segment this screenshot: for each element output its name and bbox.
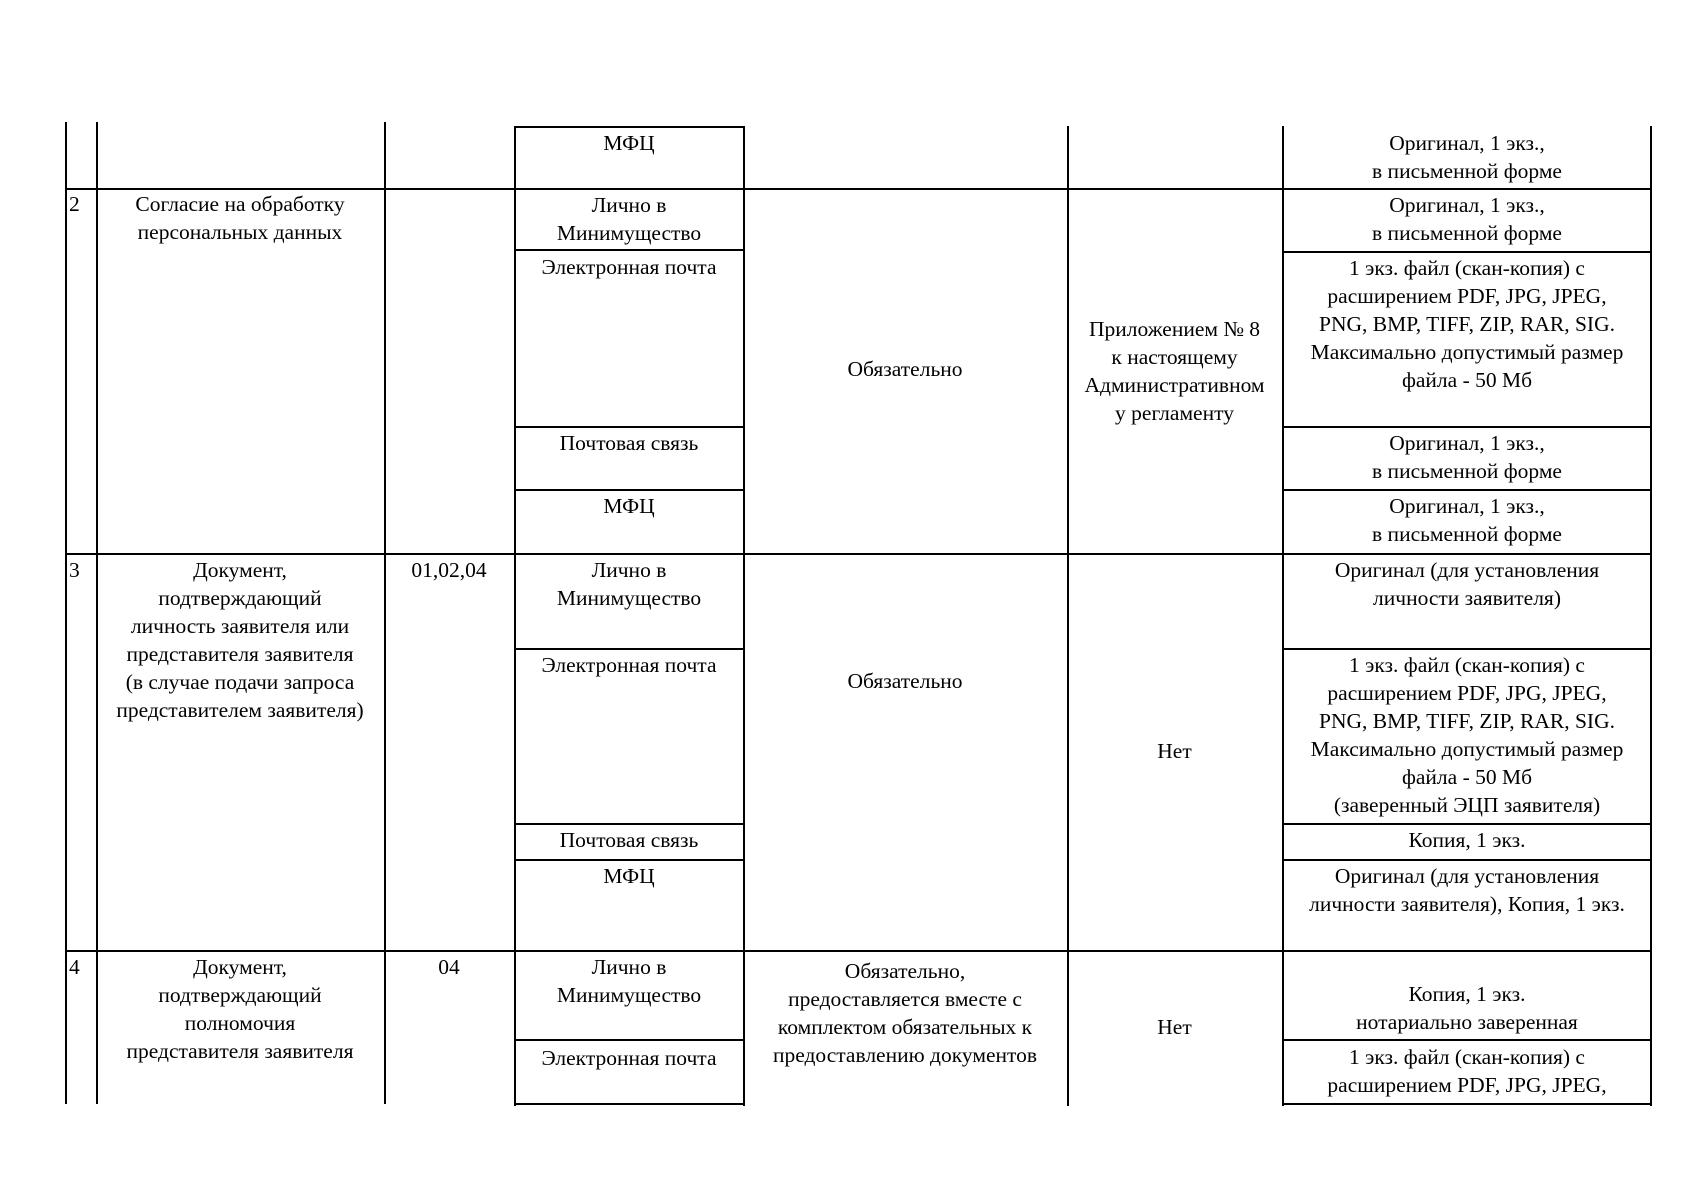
cell-text-line: Документ, — [193, 558, 287, 582]
cell-text-line: Оригинал, 1 экз., — [1389, 431, 1545, 455]
table-border — [514, 1039, 744, 1041]
cell-text-line: представителем заявителя) — [116, 698, 364, 722]
cell-text-line: у регламенту — [1115, 401, 1234, 425]
table-border — [514, 823, 744, 825]
cell-text-line: Оригинал (для установления — [1334, 864, 1600, 888]
cell-text-line: личности заявителя), Копия, 1 экз. — [1309, 892, 1625, 916]
cell-text-line: Согласие на обработку — [135, 192, 345, 216]
cell-text-line: (в случае подачи запроса — [125, 670, 355, 694]
cell-text-line: файла - 50 Мб — [1401, 368, 1533, 392]
cell-text-line: Оригинал, 1 экз., — [1389, 193, 1545, 217]
cell-text-line: в письменной форме — [1372, 221, 1562, 245]
table-border — [514, 249, 744, 251]
table-border — [514, 1103, 744, 1105]
cell-text-line: в письменной форме — [1372, 159, 1562, 183]
cell-text-line: комплектом обязательных к — [777, 1015, 1033, 1039]
required-cell: Обязательно — [847, 669, 963, 693]
row-number: 2 — [69, 192, 80, 216]
cell-text-line: Максимально допустимый размер — [1310, 737, 1624, 761]
cell-text-line: полномочия — [184, 1011, 296, 1035]
cell-text-line: личности заявителя) — [1373, 586, 1561, 610]
table-border — [1282, 1039, 1652, 1041]
cell-text-line: Приложением № 8 — [1088, 317, 1260, 341]
table-border — [65, 950, 1652, 952]
cell-text-line: 1 экз. файл (скан-копия) с — [1349, 256, 1585, 280]
cell-text-line: файла - 50 Мб — [1401, 765, 1533, 789]
cell-text-line: Минимущество — [556, 221, 702, 245]
cell-text-line: Электронная почта — [541, 255, 717, 279]
cell-text-line: Оригинал (для установления — [1334, 558, 1600, 582]
cell-text-line: Лично в — [591, 955, 667, 979]
cell-text-line: в письменной форме — [1372, 522, 1562, 546]
table-border — [1282, 823, 1652, 825]
cell-text-line: Административном — [1084, 373, 1265, 397]
cell-text-line: Копия, 1 экз. — [1408, 828, 1526, 852]
row-number: 4 — [69, 955, 80, 979]
cell-text-line: в письменной форме — [1372, 459, 1562, 483]
cell-text-line: Минимущество — [556, 586, 702, 610]
cell-text-line: персональных данных — [137, 220, 343, 244]
cell-text-line: Обязательно, — [844, 959, 966, 983]
required-cell: Обязательно — [847, 357, 963, 381]
table-border — [1282, 489, 1652, 491]
cell-text-line: Лично в — [591, 558, 667, 582]
cell-text-line: предоставлению документов — [772, 1043, 1038, 1067]
cell-text-line: Почтовая связь — [559, 828, 699, 852]
table-border — [1282, 251, 1652, 253]
cell-text-line: расширением PDF, JPG, JPEG, — [1327, 284, 1607, 308]
cell-text-line: МФЦ — [603, 494, 655, 518]
cell-text-line: подтверждающий — [158, 586, 322, 610]
table-border — [1282, 426, 1652, 428]
channel-label: МФЦ — [603, 131, 655, 155]
cell-text-line: нотариально заверенная — [1356, 1010, 1578, 1034]
codes-cell: 04 — [438, 955, 460, 979]
cell-text-line: МФЦ — [603, 864, 655, 888]
cell-text-line: Электронная почта — [541, 1046, 717, 1070]
cell-text-line: расширением PDF, JPG, JPEG, — [1327, 681, 1607, 705]
codes-cell: 01,02,04 — [411, 558, 487, 582]
row-number: 3 — [69, 558, 80, 582]
table-border — [514, 859, 744, 861]
cell-text-line: Максимально допустимый размер — [1310, 340, 1624, 364]
cell-text-line: к настоящему — [1111, 345, 1238, 369]
cell-text-line: 1 экз. файл (скан-копия) с — [1349, 1045, 1585, 1069]
table-border — [1282, 648, 1652, 650]
table-border — [514, 648, 744, 650]
cell-text-line: Лично в — [591, 193, 667, 217]
template-cell: Нет — [1157, 1015, 1192, 1039]
table-border — [514, 489, 744, 491]
cell-text-line: Копия, 1 экз. — [1408, 982, 1526, 1006]
table-border — [1067, 126, 1069, 1106]
table-border — [1282, 1103, 1652, 1105]
cell-text-line: расширением PDF, JPG, JPEG, — [1327, 1073, 1607, 1097]
cell-text-line: 1 экз. файл (скан-копия) с — [1349, 653, 1585, 677]
table-border — [65, 122, 67, 1104]
cell-text-line: PNG, BMP, TIFF, ZIP, RAR, SIG. — [1319, 709, 1615, 733]
table-border — [1282, 859, 1652, 861]
cell-text-line: предоставляется вместе с — [788, 987, 1022, 1011]
cell-text-line: личность заявителя или — [130, 614, 350, 638]
template-cell: Нет — [1157, 739, 1192, 763]
cell-text-line: Электронная почта — [541, 653, 717, 677]
cell-text-line: представителя заявителя — [126, 1039, 354, 1063]
table-border — [65, 553, 1652, 555]
cell-text-line: Почтовая связь — [559, 431, 699, 455]
cell-text-line: (заверенный ЭЦП заявителя) — [1333, 793, 1601, 817]
cell-text-line: PNG, BMP, TIFF, ZIP, RAR, SIG. — [1319, 312, 1615, 336]
cell-text-line: Минимущество — [556, 983, 702, 1007]
cell-text-line: представителя заявителя — [126, 642, 354, 666]
cell-text-line: Оригинал, 1 экз., — [1389, 131, 1545, 155]
cell-text-line: Документ, — [193, 955, 287, 979]
cell-text-line: подтверждающий — [158, 983, 322, 1007]
cell-text-line: Оригинал, 1 экз., — [1389, 494, 1545, 518]
table-border — [514, 126, 744, 128]
table-border — [514, 426, 744, 428]
